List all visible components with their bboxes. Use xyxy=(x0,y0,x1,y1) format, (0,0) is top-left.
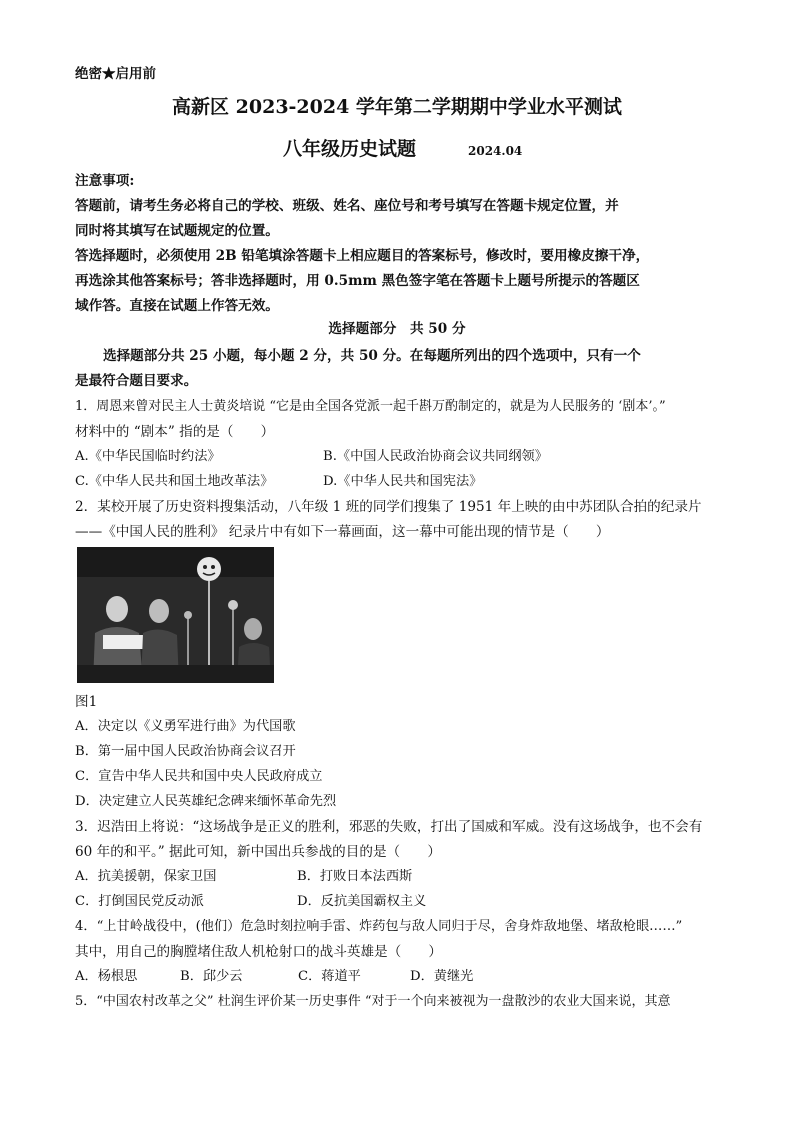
notice-heading: 注意事项: xyxy=(75,173,135,189)
exam-date: 2024.04 xyxy=(468,144,523,158)
notice-line: 答选择题时，必须使用 2B 铅笔填涂答题卡上相应题目的答案标号，修改时，要用橡皮擦干净， xyxy=(75,248,650,264)
exam-title: 高新区 2023-2024 学年第二学期期中学业水平测试 xyxy=(172,96,622,118)
question-2-option-b: B．第一届中国人民政治协商会议召开 xyxy=(75,744,296,759)
question-4-option-b: B．邱少云 xyxy=(180,969,243,984)
question-3-option-d: D．反抗美国霸权主义 xyxy=(297,894,427,909)
question-3-option-a: A．抗美援朝，保家卫国 xyxy=(75,869,217,884)
question-4-option-d: D．黄继光 xyxy=(410,969,474,984)
question-4-stem: 4．“上甘岭战役中，(他们）危急时刻拉响手雷、炸药包与敌人同归于尽，舍身炸敌地堡、堵敌枪眼……” xyxy=(75,919,683,934)
question-4-option-a: A．杨根思 xyxy=(75,969,138,984)
question-2-option-d: D．决定建立人民英雄纪念碑来缅怀革命先烈 xyxy=(75,794,337,809)
notice-line: 再选涂其他答案标号；答非选择题时，用 0.5mm 黑色签字笔在答题卡上题号所提示的答题区 xyxy=(75,273,640,289)
question-3-stem: 60 年的和平。” 据此可知，新中国出兵参战的目的是（ ） xyxy=(75,844,441,860)
section-desc: 选择题部分共 25 小题，每小题 2 分，共 50 分。在每题所列出的四个选项中，只有一个 xyxy=(103,348,641,364)
question-4-stem: 其中，用自己的胸膛堵住敌人机枪射口的战斗英雄是（ ） xyxy=(75,944,443,960)
question-3-option-c: C．打倒国民党反动派 xyxy=(75,894,204,909)
figure-caption: 图1 xyxy=(75,694,98,710)
exam-subtitle: 八年级历史试题 xyxy=(283,138,417,160)
question-2-option-a: A．决定以《义勇军进行曲》为代国歌 xyxy=(75,719,296,734)
question-1-option-b: B.《中国人民政治协商会议共同纲领》 xyxy=(323,449,548,464)
question-1-stem: 1．周恩来曾对民主人士黄炎培说 “它是由全国各党派一起千斟万酌制定的，就是为人民服务的 ‘剧本’。” xyxy=(75,399,666,414)
section-desc: 是最符合题目要求。 xyxy=(75,373,198,389)
question-3-stem: 3．迟浩田上将说：“这场战争是正义的胜利，邪恶的失败，打出了国威和军威。没有这场战争，也不会有 xyxy=(75,819,703,835)
question-1-stem: 材料中的 “剧本” 指的是（ ） xyxy=(75,424,275,440)
question-1-option-c: C.《中华人民共和国土地改革法》 xyxy=(75,474,274,489)
question-2-stem: 2．某校开展了历史资料搜集活动，八年级 1 班的同学们搜集了 1951 年上映的由中苏团队合拍的纪录片 xyxy=(75,499,702,515)
question-4-option-c: C．蒋道平 xyxy=(298,969,361,984)
question-2-option-c: C．宣告中华人民共和国中央人民政府成立 xyxy=(75,769,323,784)
section-title: 选择题部分 共 50 分 xyxy=(328,321,466,337)
confidential-label: 绝密★启用前 xyxy=(75,66,156,82)
question-1-option-a: A.《中华民国临时约法》 xyxy=(75,449,221,464)
notice-line: 域作答。直接在试题上作答无效。 xyxy=(75,298,279,314)
question-5-stem: 5．“中国农村改革之父” 杜润生评价某一历史事件 “对于一个向来被视为一盘散沙的农业大国来说，其意 xyxy=(75,994,671,1009)
newsreel-photo xyxy=(77,547,274,683)
question-3-option-b: B．打败日本法西斯 xyxy=(297,869,413,884)
question-1-option-d: D.《中华人民共和国宪法》 xyxy=(323,474,483,489)
notice-line: 同时将其填写在试题规定的位置。 xyxy=(75,223,279,239)
notice-line: 答题前，请考生务必将自己的学校、班级、姓名、座位号和考号填写在答题卡规定位置，并 xyxy=(75,198,619,214)
question-2-stem: ——《中国人民的胜利》 纪录片中有如下一幕画面，这一幕中可能出现的情节是（ ） xyxy=(75,524,610,540)
